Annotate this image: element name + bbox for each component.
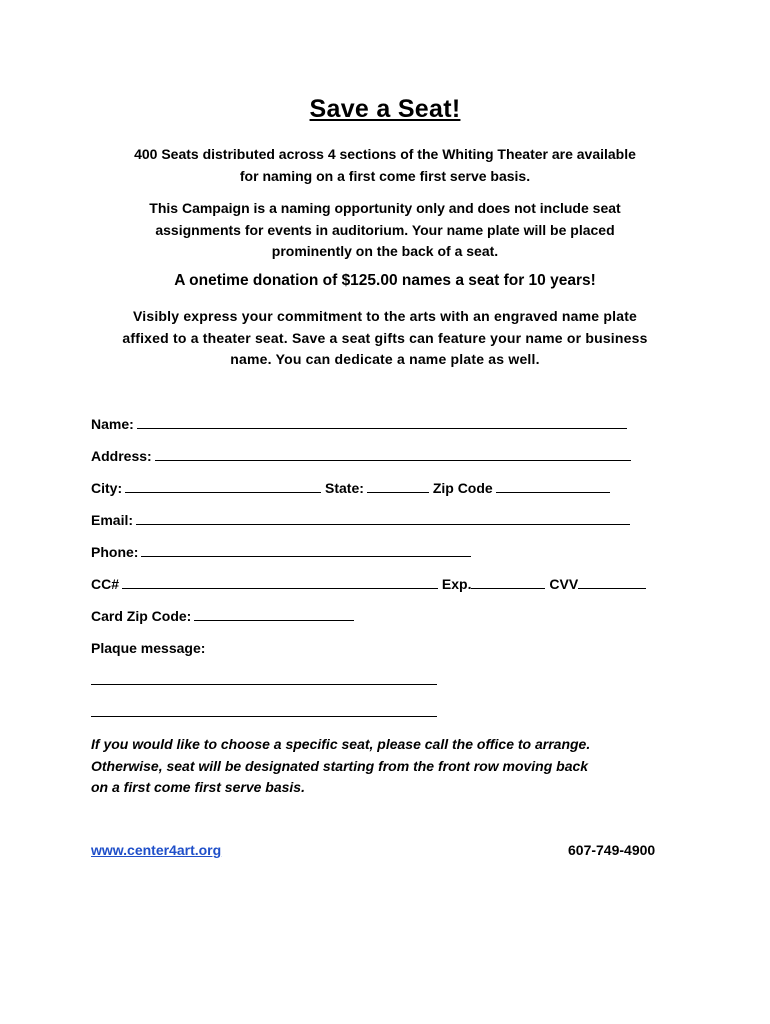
state-input-line[interactable] xyxy=(367,478,429,493)
card-zip-input-line[interactable] xyxy=(194,606,354,621)
donation-statement: A onetime donation of $125.00 names a seat for 10 years! xyxy=(174,272,596,289)
card-zip-field-row xyxy=(91,606,354,626)
zip-label: Zip Code xyxy=(432,480,493,496)
city-state-zip-row xyxy=(91,478,610,498)
cc-label: CC# xyxy=(91,576,120,592)
commitment-line: Visibly express your commitment to the arts with an engraved name plate xyxy=(132,308,638,324)
plaque-input-line-1[interactable] xyxy=(91,670,437,685)
page-title: Save a Seat! xyxy=(309,95,461,123)
plaque-line-row xyxy=(91,702,437,722)
intro-paragraph xyxy=(80,144,690,187)
note-line: Otherwise, seat will be designated starting from the front row moving back xyxy=(91,757,589,774)
intro-line: for naming on a first come first serve basis. xyxy=(239,167,531,184)
email-field-row xyxy=(91,510,630,530)
cc-exp-cvv-row xyxy=(91,574,646,594)
city-label: City: xyxy=(91,480,123,496)
note-line: If you would like to choose a specific seat, please call the office to arrange. xyxy=(91,736,591,752)
card-zip-label: Card Zip Code: xyxy=(91,608,192,624)
exp-input-line[interactable] xyxy=(471,574,545,589)
phone-label: Phone: xyxy=(91,544,139,560)
commitment-paragraph xyxy=(70,306,700,371)
phone-field-row xyxy=(91,542,471,562)
plaque-line-row xyxy=(91,670,437,690)
cvv-input-line[interactable] xyxy=(578,574,646,589)
campaign-line: This Campaign is a naming opportunity only and does not include seat xyxy=(149,200,621,216)
campaign-line: prominently on the back of a seat. xyxy=(271,243,499,259)
cvv-label: CVV xyxy=(549,576,579,592)
note-line: on a first come first serve basis. xyxy=(91,779,305,795)
contact-phone: 607-749-4900 xyxy=(568,842,656,858)
campaign-line: assignments for events in auditorium. Your name plate will be placed xyxy=(155,221,615,238)
seat-selection-note xyxy=(91,734,691,799)
plaque-label: Plaque message: xyxy=(91,640,206,656)
phone-input-line[interactable] xyxy=(141,542,471,557)
city-input-line[interactable] xyxy=(125,478,321,493)
plaque-field-row xyxy=(91,638,205,658)
email-input-line[interactable] xyxy=(136,510,630,525)
commitment-line: name. You can dedicate a name plate as well. xyxy=(230,351,540,367)
address-field-row xyxy=(91,446,631,466)
state-label: State: xyxy=(325,480,364,496)
address-label: Address: xyxy=(91,448,152,464)
email-label: Email: xyxy=(91,512,134,528)
address-input-line[interactable] xyxy=(155,446,631,461)
campaign-paragraph xyxy=(80,198,690,263)
plaque-input-line-2[interactable] xyxy=(91,702,437,717)
name-field-row xyxy=(91,414,627,434)
website-link[interactable]: www.center4art.org xyxy=(91,842,222,858)
exp-label: Exp. xyxy=(441,576,472,592)
name-input-line[interactable] xyxy=(137,414,627,429)
zip-input-line[interactable] xyxy=(496,478,610,493)
cc-input-line[interactable] xyxy=(122,574,438,589)
name-label: Name: xyxy=(91,416,134,432)
intro-line: 400 Seats distributed across 4 sections of the Whiting Theater are available xyxy=(134,146,636,162)
commitment-line: affixed to a theater seat. Save a seat gifts can feature your name or business xyxy=(122,329,648,346)
